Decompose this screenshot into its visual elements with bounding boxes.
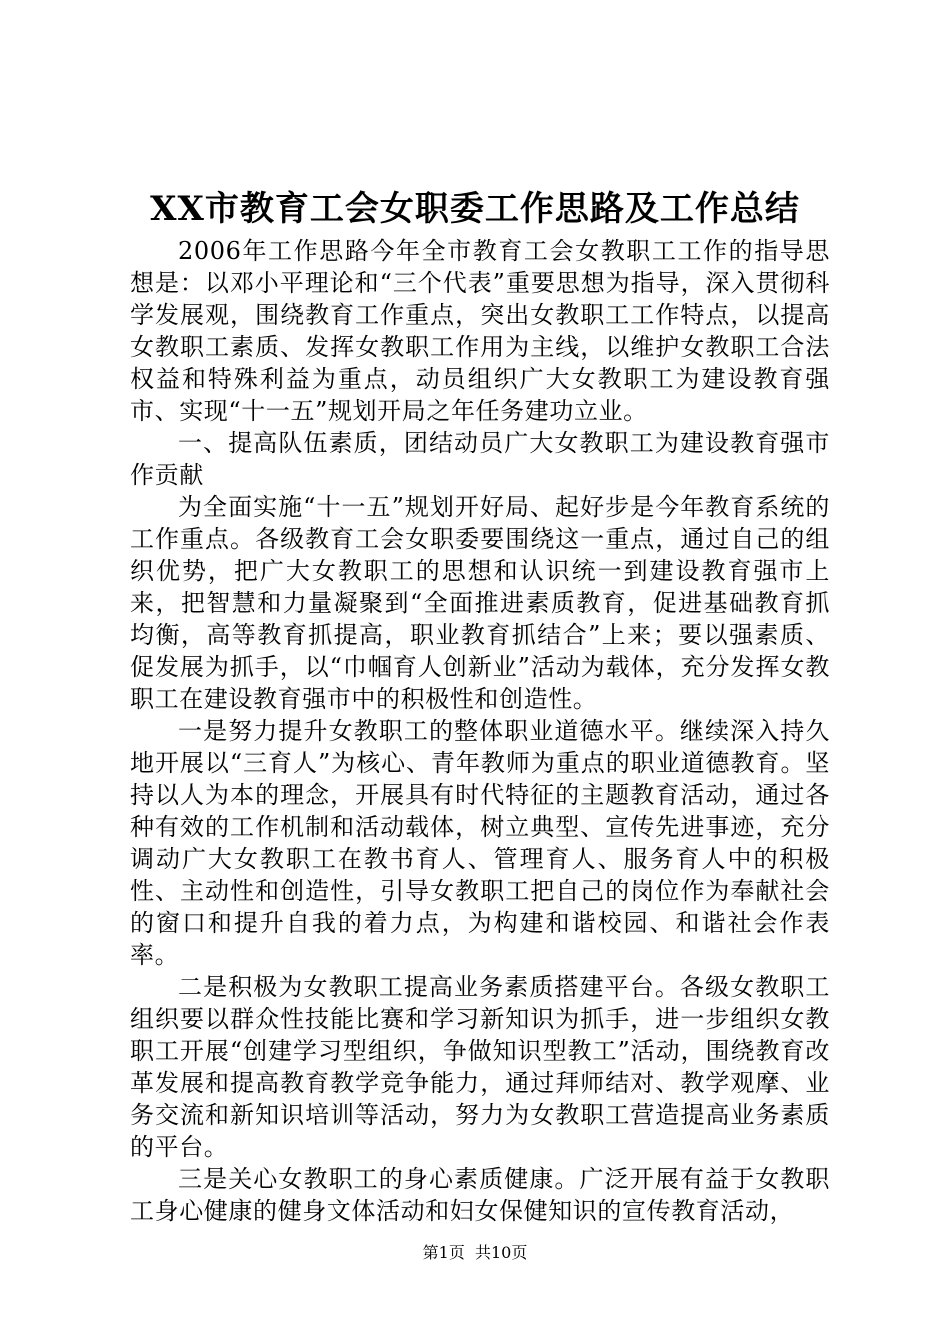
section-heading-1: 一、提高队伍素质，团结动员广大女教职工为建设教育强市作贡献 xyxy=(130,429,830,489)
document-title: XX市教育工会女职委工作思路及工作总结 xyxy=(150,189,800,229)
paragraph-point-3: 三是关心女教职工的身心素质健康。广泛开展有益于女教职工身心健康的健身文体活动和妇女保健知识的宣传教育活动， xyxy=(130,1165,830,1225)
page-footer xyxy=(0,1242,950,1264)
paragraph-work-ideas: 2006年工作思路今年全市教育工会女教职工工作的指导思想是：以邓小平理论和“三个代表”重要思想为指导，深入贯彻科学发展观，围绕教育工作重点，突出女教职工工作特点，以提高女教职工素质、发挥女教职工作用为主线，以维护女教职工合法权益和特殊利益为重点，动员组织广大女教职工为建设教育强市、实现“十一五”规划开局之年任务建功立业。 xyxy=(130,237,830,425)
paragraph-overview: 为全面实施“十一五”规划开好局、起好步是今年教育系统的工作重点。各级教育工会女职委要围绕这一重点，通过自己的组织优势，把广大女教职工的思想和认识统一到建设教育强市上来，把智慧和力量凝聚到“全面推进素质教育，促进基础教育抓均衡，高等教育抓提高，职业教育抓结合”上来；要以强素质、促发展为抓手，以“巾帼育人创新业”活动为载体，充分发挥女教职工在建设教育强市中的积极性和创造性。 xyxy=(130,493,830,713)
paragraph-point-2: 二是积极为女教职工提高业务素质搭建平台。各级女教职工组织要以群众性技能比赛和学习新知识为抓手，进一步组织女教职工开展“创建学习型组织，争做知识型教工”活动，围绕教育改革发展和提高教育教学竞争能力，通过拜师结对、教学观摩、业务交流和新知识培训等活动，努力为女教职工营造提高业务素质的平台。 xyxy=(130,973,830,1161)
document-body xyxy=(130,235,830,1227)
paragraph-point-1: 一是努力提升女教职工的整体职业道德水平。继续深入持久地开展以“三育人”为核心、青年教师为重点的职业道德教育。坚持以人为本的理念，开展具有时代特征的主题教育活动，通过各种有效的工作机制和活动载体，树立典型、宣传先进事迹，充分调动广大女教职工在教书育人、管理育人、服务育人中的积极性、主动性和创造性，引导女教职工把自己的岗位作为奉献社会的窗口和提升自我的着力点，为构建和谐校园、和谐社会作表率。 xyxy=(130,717,830,969)
page-number: 第1页 共10页 xyxy=(422,1243,528,1262)
